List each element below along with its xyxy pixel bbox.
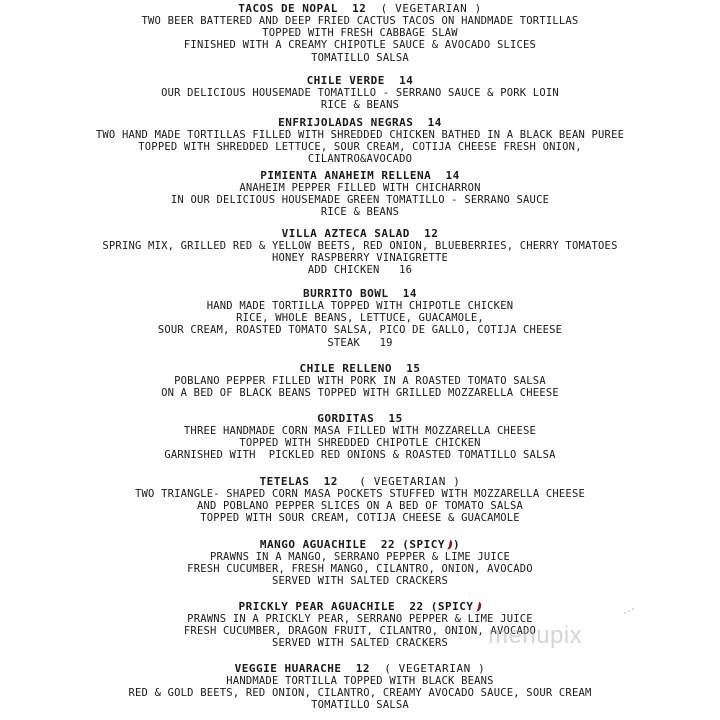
spicy-close: )	[453, 538, 461, 551]
item-description: TOPPED WITH SHREDDED LETTUCE, SOUR CREAM, COTIJA CHEESE FRESH ONION,	[138, 141, 582, 154]
item-price: 15	[388, 412, 403, 425]
item-description: TOMATILLO SALSA	[311, 51, 409, 64]
item-title	[0, 74, 720, 87]
item-name: PIMIENTA ANAHEIM RELLENA	[260, 169, 432, 182]
item-description: TOPPED WITH SHREDDED CHIPOTLE CHICKEN	[239, 437, 481, 450]
menu-item-tacos-de-nopal	[0, 2, 720, 64]
item-tag: ( VEGETARIAN )	[384, 662, 486, 675]
menu-item-villa-azteca-salad	[0, 227, 720, 277]
watermark-dots-icon	[624, 608, 638, 616]
item-price: 22	[409, 600, 424, 613]
item-description: PRAWNS IN A MANGO, SERRANO PEPPER & LIME JUICE	[210, 551, 510, 563]
item-name: BURRITO BOWL	[303, 287, 389, 300]
item-price: 12	[352, 2, 367, 15]
item-description: RICE & BEANS	[320, 206, 400, 219]
item-description: ANAHEIM PEPPER FILLED WITH CHICHARRON	[239, 182, 481, 194]
menu-item-burrito-bowl	[0, 287, 720, 349]
item-title	[0, 362, 720, 375]
item-name: TACOS DE NOPAL	[238, 2, 338, 15]
item-name: ENFRIJOLADAS NEGRAS	[278, 116, 414, 129]
item-description: AND POBLANO PEPPER SLICES ON A BED OF TOMATO SALSA	[196, 500, 524, 513]
item-description: SOUR CREAM, ROASTED TOMATO SALSA, PICO DE GALLO, COTIJA CHEESE	[157, 324, 563, 337]
item-tag: ( VEGETARIAN )	[359, 475, 461, 488]
item-description: RICE & BEANS	[320, 99, 400, 112]
item-title	[0, 2, 720, 15]
item-title	[0, 169, 720, 182]
item-tag: ( VEGETARIAN )	[380, 2, 482, 15]
item-name: VEGGIE HUARACHE	[234, 662, 342, 675]
item-price: 14	[427, 116, 442, 129]
menu-item-chile-verde	[0, 74, 720, 111]
item-title	[0, 116, 720, 129]
item-name: GORDITAS	[317, 412, 375, 425]
item-description: ON A BED OF BLACK BEANS TOPPED WITH GRILLED MOZZARELLA CHEESE	[161, 387, 559, 400]
item-name: CHILE VERDE	[306, 74, 385, 87]
item-price: 14	[399, 74, 414, 87]
item-title	[0, 287, 720, 300]
chili-pepper-icon	[446, 539, 453, 550]
item-description: STEAK 19	[327, 336, 393, 349]
menu-item-chile-relleno	[0, 362, 720, 399]
spicy-label: (SPICY	[430, 600, 474, 613]
item-description: HAND MADE TORTILLA TOPPED WITH CHIPOTLE CHICKEN	[206, 300, 514, 312]
item-description: CILANTRO&AVOCADO	[307, 153, 413, 166]
watermark: menupix	[488, 622, 583, 649]
item-name: PRICKLY PEAR AGUACHILE	[238, 600, 396, 613]
item-description: SERVED WITH SALTED CRACKERS	[271, 637, 449, 650]
menu-item-veggie-huarache	[0, 662, 720, 712]
item-description: POBLANO PEPPER FILLED WITH PORK IN A ROASTED TOMATO SALSA	[174, 375, 546, 387]
item-description: FINISHED WITH A CREAMY CHIPOTLE SAUCE & AVOCADO SLICES	[183, 39, 537, 52]
item-description: ADD CHICKEN 16	[307, 264, 413, 277]
item-description: FRESH CUCUMBER, FRESH MANGO, CILANTRO, ONION, AVOCADO	[187, 563, 533, 576]
item-title	[0, 412, 720, 425]
item-name: VILLA AZTECA SALAD	[281, 227, 410, 240]
item-description: HANDMADE TORTILLA TOPPED WITH BLACK BEANS	[226, 675, 494, 687]
menu-item-prickly-pear-aguachile	[0, 600, 720, 650]
item-description: IN OUR DELICIOUS HOUSEMADE GREEN TOMATILLO - SERRANO SAUCE	[170, 194, 550, 207]
item-title	[0, 538, 720, 551]
item-description: FRESH CUCUMBER, DRAGON FRUIT, CILANTRO, ONION, AVOCADO	[183, 625, 537, 638]
item-description: TOPPED WITH SOUR CREAM, COTIJA CHEESE & GUACAMOLE	[200, 512, 520, 525]
item-description: TWO TRIANGLE- SHAPED CORN MASA POCKETS STUFFED WITH MOZZARELLA CHEESE	[135, 488, 585, 500]
item-title	[0, 475, 720, 488]
item-name: CHILE RELLENO	[299, 362, 393, 375]
item-description: RICE, WHOLE BEANS, LETTUCE, GUACAMOLE,	[236, 312, 484, 325]
item-name: TETELAS	[259, 475, 310, 488]
item-description: GARNISHED WITH PICKLED RED ONIONS & ROASTED TOMATILLO SALSA	[164, 449, 556, 462]
item-description: TWO BEER BATTERED AND DEEP FRIED CACTUS TACOS ON HANDMADE TORTILLAS	[141, 15, 579, 27]
item-description: SPRING MIX, GRILLED RED & YELLOW BEETS, RED ONION, BLUEBERRIES, CHERRY TOMATOES	[102, 240, 618, 252]
menu-item-enfrijoladas-negras	[0, 116, 720, 166]
item-description: TWO HAND MADE TORTILLAS FILLED WITH SHREDDED CHICKEN BATHED IN A BLACK BEAN PUREE	[95, 129, 625, 141]
item-price: 14	[445, 169, 460, 182]
item-price: 12	[424, 227, 439, 240]
menu-item-gorditas	[0, 412, 720, 462]
item-description: THREE HANDMADE CORN MASA FILLED WITH MOZZARELLA CHEESE	[183, 425, 537, 437]
item-description: SERVED WITH SALTED CRACKERS	[271, 575, 449, 588]
item-price: 12	[323, 475, 338, 488]
item-description: TOPPED WITH FRESH CABBAGE SLAW	[262, 27, 458, 40]
spicy-label: (SPICY	[402, 538, 446, 551]
item-price: 12	[355, 662, 370, 675]
item-description: OUR DELICIOUS HOUSEMADE TOMATILLO - SERRANO SAUCE & PORK LOIN	[161, 87, 559, 99]
item-description: HONEY RASPBERRY VINAIGRETTE	[271, 252, 449, 265]
item-description: RED & GOLD BEETS, RED ONION, CILANTRO, CREAMY AVOCADO SAUCE, SOUR CREAM	[128, 687, 592, 700]
menu-item-tetelas	[0, 475, 720, 525]
item-description: TOMATILLO SALSA	[311, 699, 409, 712]
item-title	[0, 600, 720, 613]
item-description: PRAWNS IN A PRICKLY PEAR, SERRANO PEPPER & LIME JUICE	[187, 613, 533, 625]
item-title	[0, 227, 720, 240]
item-name: MANGO AGUACHILE	[259, 538, 367, 551]
chili-pepper-icon	[475, 601, 482, 612]
item-price: 22	[380, 538, 396, 551]
item-price: 14	[402, 287, 417, 300]
menu-item-pimienta-anaheim-rellena	[0, 169, 720, 219]
menu-item-mango-aguachile	[0, 538, 720, 588]
item-price: 15	[406, 362, 421, 375]
item-title	[0, 662, 720, 675]
